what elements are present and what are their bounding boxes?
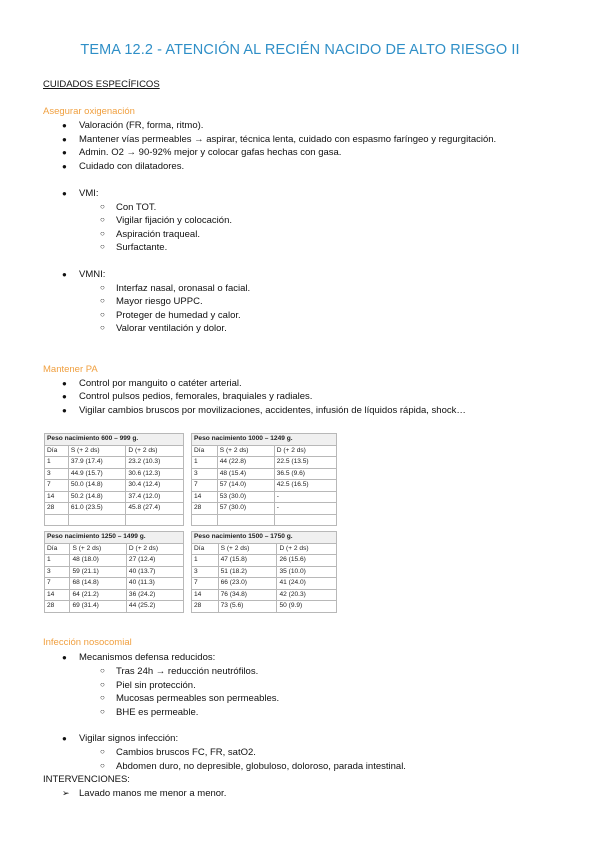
bullet-icon: ● (62, 406, 67, 415)
circle-bullet-icon: ○ (100, 761, 105, 770)
table-cell: 64 (21.2) (70, 589, 126, 601)
table-cell: 50.0 (14.8) (68, 480, 126, 492)
table-title: Peso nacimiento 600 – 999 g. (45, 434, 184, 446)
bullet-icon: ● (62, 148, 67, 157)
table-cell: 30.6 (12.3) (126, 468, 184, 480)
circle-bullet-icon: ○ (100, 242, 105, 251)
table-row (192, 555, 337, 567)
table-title: Peso nacimiento 1250 – 1499 g. (45, 532, 184, 544)
table-row (45, 468, 184, 480)
table-col-header: S (+ 2 ds) (70, 543, 126, 555)
pa-bullet: Vigilar cambios bruscos por movilizaciones, accidentes, infusión de líquidos rápida, shock… (79, 405, 466, 416)
table-cell: 37.9 (17.4) (68, 457, 126, 469)
table-row (45, 480, 184, 492)
vmni-item: Proteger de humedad y calor. (116, 310, 241, 321)
table-cell: 23.2 (10.3) (126, 457, 184, 469)
circle-bullet-icon: ○ (100, 680, 105, 689)
table-cell: 3 (192, 566, 219, 578)
table-cell: 40 (13.7) (126, 566, 183, 578)
table-row (192, 457, 337, 469)
table-cell: 44.9 (15.7) (68, 468, 126, 480)
table-cell: 68 (14.8) (70, 578, 126, 590)
table-cell: 14 (192, 491, 218, 503)
defensa-item: Mucosas permeables son permeables. (116, 693, 280, 704)
table-cell: 28 (192, 503, 218, 515)
table-cell: - (274, 503, 336, 515)
cuidados-heading: CUIDADOS ESPECÍFICOS (43, 79, 160, 90)
table-cell: 47 (15.8) (218, 555, 277, 567)
table-row (45, 503, 184, 515)
table-cell: 28 (45, 601, 70, 613)
table-col-header: D (+ 2 ds) (126, 445, 184, 457)
bp-table-1000-1249 (191, 433, 337, 526)
circle-bullet-icon: ○ (100, 323, 105, 332)
table-cell: 61.0 (23.5) (68, 503, 126, 515)
bullet-icon: ● (62, 379, 67, 388)
table-title: Peso nacimiento 1000 – 1249 g. (192, 434, 337, 446)
circle-bullet-icon: ○ (100, 707, 105, 716)
infeccion-heading: Infección nosocomial (43, 637, 132, 648)
bullet-icon: ● (62, 135, 67, 144)
table-cell: 26 (15.6) (277, 555, 337, 567)
table-col-header: D (+ 2 ds) (126, 543, 183, 555)
circle-bullet-icon: ○ (100, 202, 105, 211)
table-cell: 36.5 (9.6) (274, 468, 336, 480)
signos-item: Cambios bruscos FC, FR, satO2. (116, 747, 256, 758)
table-cell: 41 (24.0) (277, 578, 337, 590)
pa-heading: Mantener PA (43, 364, 98, 375)
table-cell: 14 (192, 589, 219, 601)
vmni-item: Valorar ventilación y dolor. (116, 323, 227, 334)
bp-table-1500-1750 (191, 531, 337, 613)
table-row (192, 589, 337, 601)
table-cell: 76 (34.8) (218, 589, 277, 601)
table-cell: 7 (192, 480, 218, 492)
table-cell: 3 (45, 566, 70, 578)
table-cell: 37.4 (12.0) (126, 491, 184, 503)
defensa-item: BHE es permeable. (116, 707, 199, 718)
table-cell: 42 (20.3) (277, 589, 337, 601)
table-row (192, 578, 337, 590)
table-row (192, 566, 337, 578)
table-col-header: Día (192, 445, 218, 457)
table-row (192, 503, 337, 515)
table-cell: 1 (45, 457, 69, 469)
vmni-label: VMNI: (79, 269, 106, 280)
table-cell: 1 (192, 555, 219, 567)
table-row (45, 555, 184, 567)
table-cell: 7 (45, 578, 70, 590)
circle-bullet-icon: ○ (100, 296, 105, 305)
table-cell: 48 (18.0) (70, 555, 126, 567)
table-cell: 7 (45, 480, 69, 492)
table-col-header: D (+ 2 ds) (277, 543, 337, 555)
vmni-item: Mayor riesgo UPPC. (116, 296, 203, 307)
bullet-icon: ● (62, 189, 67, 198)
table-row (45, 589, 184, 601)
table-cell: - (274, 491, 336, 503)
table-cell: 40 (11.3) (126, 578, 183, 590)
oxigenacion-bullet: Admin. O2 → 90-92% mejor y colocar gafas hechas con gasa. (79, 147, 342, 158)
table-cell: 27 (12.4) (126, 555, 183, 567)
vmni-item: Interfaz nasal, oronasal o facial. (116, 283, 251, 294)
bullet-icon: ● (62, 121, 67, 130)
circle-bullet-icon: ○ (100, 229, 105, 238)
vmi-item: Aspiración traqueal. (116, 229, 200, 240)
table-cell: 14 (45, 491, 69, 503)
table-cell: 14 (45, 589, 70, 601)
table-cell: 69 (31.4) (70, 601, 126, 613)
table-cell: 51 (18.2) (218, 566, 277, 578)
oxigenacion-bullet: Valoración (FR, forma, ritmo). (79, 120, 204, 131)
table-col-header: D (+ 2 ds) (274, 445, 336, 457)
table-cell: 42.5 (16.5) (274, 480, 336, 492)
bullet-icon: ● (62, 392, 67, 401)
table-cell: 44 (22.8) (217, 457, 274, 469)
intervenciones-heading: INTERVENCIONES: (43, 774, 130, 785)
table-cell: 28 (45, 503, 69, 515)
bullet-icon: ● (62, 734, 67, 743)
table-cell: 50.2 (14.8) (68, 491, 126, 503)
table-row (45, 578, 184, 590)
circle-bullet-icon: ○ (100, 666, 105, 675)
page-title: TEMA 12.2 - ATENCIÓN AL RECIÉN NACIDO DE ALTO RIESGO II (80, 42, 520, 58)
table-cell: 28 (192, 601, 219, 613)
bp-table-1250-1499 (44, 531, 184, 613)
table-cell: 30.4 (12.4) (126, 480, 184, 492)
signos-label: Vigilar signos infección: (79, 733, 179, 744)
table-cell: 3 (45, 468, 69, 480)
bullet-icon: ● (62, 653, 67, 662)
arrow-bullet-icon: ➢ (62, 788, 70, 798)
circle-bullet-icon: ○ (100, 310, 105, 319)
table-row (192, 491, 337, 503)
pa-bullet: Control pulsos pedios, femorales, braquiales y radiales. (79, 391, 313, 402)
oxigenacion-heading: Asegurar oxigenación (43, 106, 135, 117)
table-cell: 57 (30.0) (217, 503, 274, 515)
vmi-label: VMI: (79, 188, 99, 199)
table-cell: 50 (9.9) (277, 601, 337, 613)
table-cell: 44 (25.2) (126, 601, 183, 613)
table-col-header: S (+ 2 ds) (218, 543, 277, 555)
table-cell: 36 (24.2) (126, 589, 183, 601)
table-cell: 1 (192, 457, 218, 469)
table-cell: 73 (5.6) (218, 601, 277, 613)
table-col-header: S (+ 2 ds) (217, 445, 274, 457)
table-cell: 3 (192, 468, 218, 480)
table-col-header: Día (192, 543, 219, 555)
table-col-header: Día (45, 445, 69, 457)
table-row (45, 457, 184, 469)
table-row (45, 601, 184, 613)
circle-bullet-icon: ○ (100, 283, 105, 292)
table-cell: 1 (45, 555, 70, 567)
circle-bullet-icon: ○ (100, 693, 105, 702)
table-cell: 59 (21.1) (70, 566, 126, 578)
table-cell: 66 (23.0) (218, 578, 277, 590)
oxigenacion-bullet: Cuidado con dilatadores. (79, 161, 185, 172)
table-row (192, 480, 337, 492)
table-cell: 35 (10.0) (277, 566, 337, 578)
intervenciones-item: Lavado manos me menor a menor. (79, 788, 227, 799)
signos-item: Abdomen duro, no depresible, globuloso, doloroso, parada intestinal. (116, 761, 406, 772)
table-cell: 57 (14.0) (217, 480, 274, 492)
vmi-item: Vigilar fijación y colocación. (116, 215, 232, 226)
pa-bullet: Control por manguito o catéter arterial. (79, 378, 242, 389)
table-cell: 7 (192, 578, 219, 590)
table-cell: 22.5 (13.5) (274, 457, 336, 469)
table-col-header: S (+ 2 ds) (68, 445, 126, 457)
defensa-item: Piel sin protección. (116, 680, 196, 691)
table-title: Peso nacimiento 1500 – 1750 g. (192, 532, 337, 544)
vmi-item: Con TOT. (116, 202, 157, 213)
bullet-icon: ● (62, 270, 67, 279)
vmi-item: Surfactante. (116, 242, 168, 253)
oxigenacion-bullet: Mantener vías permeables → aspirar, técnica lenta, cuidado con espasmo faríngeo y regurgitación. (79, 134, 497, 145)
table-row (45, 491, 184, 503)
circle-bullet-icon: ○ (100, 747, 105, 756)
table-row (192, 468, 337, 480)
table-col-header: Día (45, 543, 70, 555)
bullet-icon: ● (62, 162, 67, 171)
table-row (192, 601, 337, 613)
defensa-item: Tras 24h → reducción neutrófilos. (116, 666, 259, 677)
bp-table-600-999 (44, 433, 184, 526)
circle-bullet-icon: ○ (100, 215, 105, 224)
table-cell: 45.8 (27.4) (126, 503, 184, 515)
defensa-label: Mecanismos defensa reducidos: (79, 652, 216, 663)
table-row (45, 566, 184, 578)
table-cell: 53 (30.0) (217, 491, 274, 503)
table-cell: 48 (15.4) (217, 468, 274, 480)
